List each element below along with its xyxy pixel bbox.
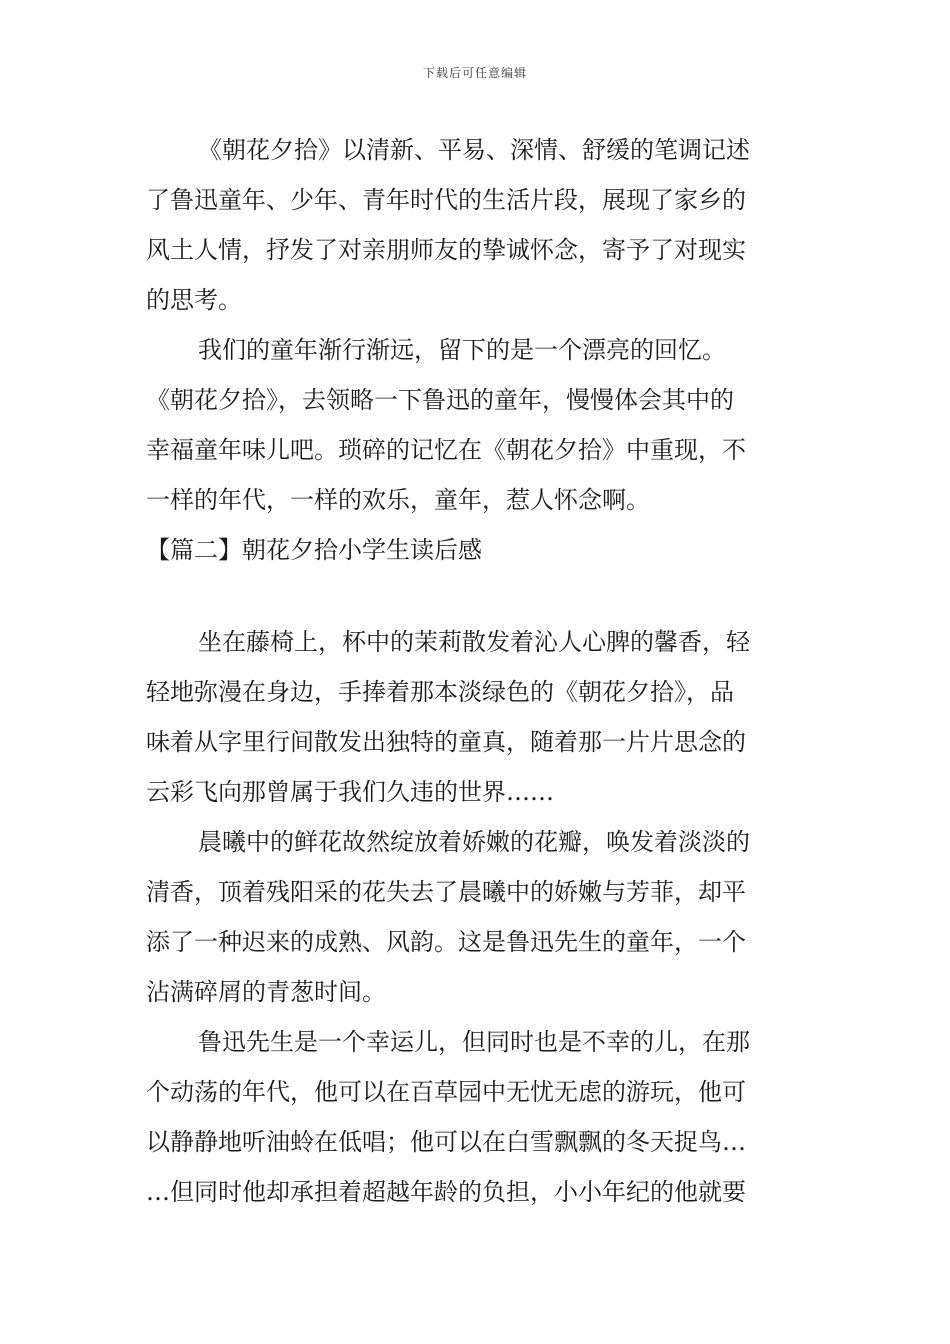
text-line: 添了一种迟来的成熟、风韵。这是鲁迅先生的童年，一个 — [146, 928, 746, 956]
paragraph — [146, 617, 808, 817]
text-line: 味着从字里行间散发出独特的童真，随着那一片片思念的 — [146, 728, 746, 756]
text-line: 晨曦中的鲜花故然绽放着娇嫩的花瓣，唤发着淡淡的 — [198, 828, 750, 856]
blank-spacer — [146, 575, 808, 617]
text-line: 《朝花夕拾》以清新、平易、深情、舒缓的笔调记述 — [198, 136, 750, 164]
text-line: 我们的童年渐行渐远，留下的是一个漂亮的回忆。 — [198, 336, 726, 364]
page-header: 下载后可任意编辑 — [422, 66, 527, 80]
text-line: 风土人情，抒发了对亲朋师友的挚诚怀念，寄予了对现实 — [146, 236, 746, 264]
text-line: 的思考。 — [146, 286, 242, 314]
paragraph — [146, 325, 808, 525]
paragraph — [146, 817, 808, 1017]
text-line: …但同时他却承担着超越年龄的负担，小小年纪的他就要 — [146, 1178, 746, 1206]
text-line: 轻地弥漫在身边，手捧着那本淡绿色的《朝花夕拾》，品 — [146, 678, 734, 706]
text-line: 沾满碎屑的青葱时间。 — [146, 978, 386, 1006]
text-line: 坐在藤椅上，杯中的茉莉散发着沁人心脾的馨香，轻 — [198, 628, 750, 656]
document-body — [146, 125, 808, 1217]
text-line: 以静静地听油蛉在低唱；他可以在白雪飘飘的冬天捉鸟… — [146, 1128, 746, 1156]
text-line: 了鲁迅童年、少年、青年时代的生活片段，展现了家乡的 — [146, 186, 746, 214]
paragraph — [146, 125, 808, 325]
text-line: 云彩飞向那曾属于我们久违的世界…… — [146, 778, 554, 806]
text-line: 鲁迅先生是一个幸运儿，但同时也是不幸的儿，在那 — [198, 1028, 750, 1056]
section-title: 【篇二】朝花夕拾小学生读后感 — [146, 536, 482, 564]
text-line: 《朝花夕拾》，去领略一下鲁迅的童年，慢慢体会其中的 — [146, 386, 734, 414]
text-line: 一样的年代，一样的欢乐，童年，惹人怀念啊。 — [146, 486, 650, 514]
text-line: 清香，顶着残阳采的花失去了晨曦中的娇嫩与芳菲，却平 — [146, 878, 746, 906]
text-line: 幸福童年味儿吧。琐碎的记忆在《朝花夕拾》中重现，不 — [146, 436, 746, 464]
text-line: 个动荡的年代，他可以在百草园中无忧无虑的游玩，他可 — [146, 1078, 746, 1106]
paragraph — [146, 1017, 808, 1217]
